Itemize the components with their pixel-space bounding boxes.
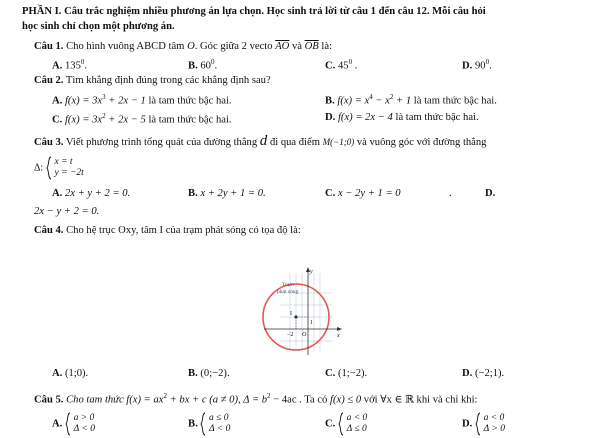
q1-and: và [291,41,302,52]
q5-option-a[interactable] [52,412,95,436]
q2-b-mid: − x [372,95,390,107]
q3-option-a[interactable] [52,188,130,199]
q4-text: Cho hệ trục Oxy, tâm I của trạm phát sóng có tọa độ là: [66,225,301,236]
q1-option-a[interactable]: A. $135^0$. [52,58,88,72]
q3-option-d[interactable]: D. [485,188,496,199]
fig-label-x: x [337,333,340,339]
q4-c-label: C. [325,368,336,379]
x-arrow-icon [337,327,342,331]
q4-c-value: (1;−2). [337,368,368,379]
q5-option-c[interactable] [325,412,367,436]
q1-option-b[interactable]: B. $60^0$. [188,58,218,72]
q4-option-a[interactable] [52,368,88,379]
q4-d-value: (−2;1). [474,368,505,379]
q2-b-f: f(x) = x [337,95,370,107]
q5-d-line2: Δ > 0 [483,424,505,434]
fig-label-i: I [290,311,292,317]
q5-a-line2: Δ < 0 [73,424,95,434]
q1-option-c[interactable]: C. $45^0$ . [325,58,358,72]
q2-label: Câu 2. [34,75,64,86]
q5-c-system [347,413,368,435]
q1-d-label: D. [462,60,473,72]
fig-label-y: y [310,269,313,275]
q2-d-f: f(x) = 2x − 4 [337,112,393,123]
q1-vector-ob: $\overline{OB}$ [304,41,319,52]
q3-b-value: x + 2y + 1 = 0. [200,188,266,199]
q5-c-label: C. [325,418,336,430]
q1-a-value: 135 [64,60,81,72]
q2-b-label: B. [325,95,335,107]
brace-icon [65,412,71,436]
part-title-cont: học sinh chỉ chọn một phương án. [22,21,175,32]
brace-icon [475,412,481,436]
q2-a-rest: + 2x − 1 [105,95,146,107]
q2-d-tail: là tam thức bậc hai. [395,112,479,123]
q3-text2: đi qua điểm [269,137,320,148]
question-3 [34,133,486,150]
question-4 [34,225,301,236]
q3-text3: và vuông góc với đường thẳng [356,137,487,148]
q5-a-label: A. [52,418,63,430]
q1-label: Câu 1. [34,41,64,52]
q4-d-label: D. [462,368,473,379]
station-figure [244,265,344,357]
q1-vector-ao: $\overline{AO}$ [275,41,290,52]
fig-label-tram: Trạm [282,282,294,288]
q1-b-deg: 0 [210,58,215,66]
q3-sys-line2: y = −2t [54,168,84,178]
q4-option-c[interactable] [325,368,367,379]
q4-label: Câu 4. [34,225,64,236]
q3-option-b[interactable] [188,188,266,199]
q2-c-exp: 2 [102,112,106,120]
q3-option-d-value: 2x − y + 2 = 0. [34,206,100,217]
q2-a-exp: 3 [102,93,106,101]
question-2 [34,75,271,86]
q5-text-c: − 4ac . Ta có [270,394,328,406]
q5-option-d[interactable] [462,412,505,436]
brace-icon [46,156,52,180]
q5-text-d: với ∀x ∈ ℝ khi và chỉ khi: [363,394,478,406]
q1-b-label: B. [188,60,198,72]
question-1 [34,41,332,52]
q3-label: Câu 3. [34,137,64,148]
q3-option-c[interactable] [325,188,401,199]
q4-b-label: B. [188,368,198,379]
q3-sys-line1: x = t [54,157,73,167]
q5-text-b: + bx + c (a ≠ 0), Δ = b [166,394,268,406]
q3-delta-system [34,156,84,180]
q1-a-deg: 0 [80,58,85,66]
fig-label-m2: −2 [287,332,294,338]
fig-label-1: 1 [310,320,313,326]
q2-c-f: f(x) = 3x [64,114,103,126]
q5-exp-a: 2 [163,392,167,400]
q1-end: là: [321,41,333,52]
q5-b-system [209,413,230,435]
q3-system [55,157,84,179]
q2-d-label: D. [325,112,336,123]
q2-option-a[interactable] [52,93,232,107]
q3-dot: . [449,188,452,199]
q5-text: Cho tam thức f(x) = ax [66,394,164,406]
q1-d-value: 90 [474,60,486,72]
q1-c-deg: 0 [348,58,353,66]
q3-line-d: d [259,133,268,149]
q2-option-b[interactable] [325,93,497,107]
q2-a-f: f(x) = 3x [64,95,103,107]
q1-a-label: A. [52,60,63,72]
q5-b-label: B. [188,418,198,430]
q1-d-deg: 0 [485,58,490,66]
q2-c-label: C. [52,114,63,126]
q2-option-c[interactable] [52,112,232,126]
brace-icon [338,412,344,436]
q3-c-value: x − 2y + 1 = 0 [337,188,401,199]
q1-center: O [187,41,195,52]
q5-c-line2: Δ ≤ 0 [346,424,367,434]
q2-b-rest: + 1 [393,95,412,107]
q5-option-b[interactable] [188,412,230,436]
q2-b-tail: là tam thức bậc hai. [413,95,497,107]
question-5 [34,392,477,406]
q1-b-value: 60 [200,60,211,72]
q5-d-label: D. [462,418,473,430]
q1-text-a: Cho hình vuông ABCD tâm [66,41,185,52]
q1-c-value: 45 [337,60,349,72]
q2-c-tail: là tam thức bậc hai. [148,114,232,126]
part-title: PHẦN I. Câu trắc nghiệm nhiều phương án lựa chọn. Học sinh trả lời từ câu 1 đến câu 12. Mỗi câu hỏi [22,6,486,17]
q5-b-line1: a ≤ 0 [209,413,229,423]
q3-a-value: 2x + y + 2 = 0. [64,188,131,199]
q5-cond: f(x) ≤ 0 [330,394,362,406]
q4-a-label: A. [52,368,63,379]
q3-point: M(−1;0) [322,137,355,147]
q4-option-d[interactable] [462,368,504,379]
q3-a-label: A. [52,188,63,199]
q2-a-tail: là tam thức bậc hai. [148,95,232,107]
q2-b-exp4: 4 [369,93,373,101]
q5-d-system [484,413,505,435]
q3-b-label: B. [188,188,198,199]
q5-label: Câu 5. [34,394,64,406]
q5-c-line1: a < 0 [346,413,368,423]
brace-icon [200,412,206,436]
q3-c-label: C. [325,188,336,199]
q5-exp-b: 2 [267,392,271,400]
q1-option-d[interactable]: D. $90^0$. [462,58,492,72]
q2-a-label: A. [52,95,63,107]
q3-delta: Δ: [34,162,44,174]
q2-c-rest: + 2x − 5 [105,114,146,126]
q1-text-b: . Góc giữa 2 vecto [194,41,273,52]
q5-a-system [74,413,95,435]
q5-a-line1: a > 0 [73,413,95,423]
q5-b-line2: Δ < 0 [209,424,231,434]
q4-option-b[interactable] [188,368,230,379]
q5-d-line1: a < 0 [483,413,505,423]
q4-a-value: (1;0). [64,368,89,379]
q2-option-d[interactable] [325,112,479,123]
q1-c-label: C. [325,60,336,72]
fig-label-phat: phát sóng [277,289,299,295]
q2-text: Tìm khẳng định đúng trong các khẳng định sau? [65,75,271,86]
q4-b-value: (0;−2). [200,368,230,379]
q2-b-exp2: 2 [389,93,394,101]
q3-text: Viết phương trình tổng quát của đường thẳng [65,137,258,148]
fig-label-o: O [302,332,307,338]
